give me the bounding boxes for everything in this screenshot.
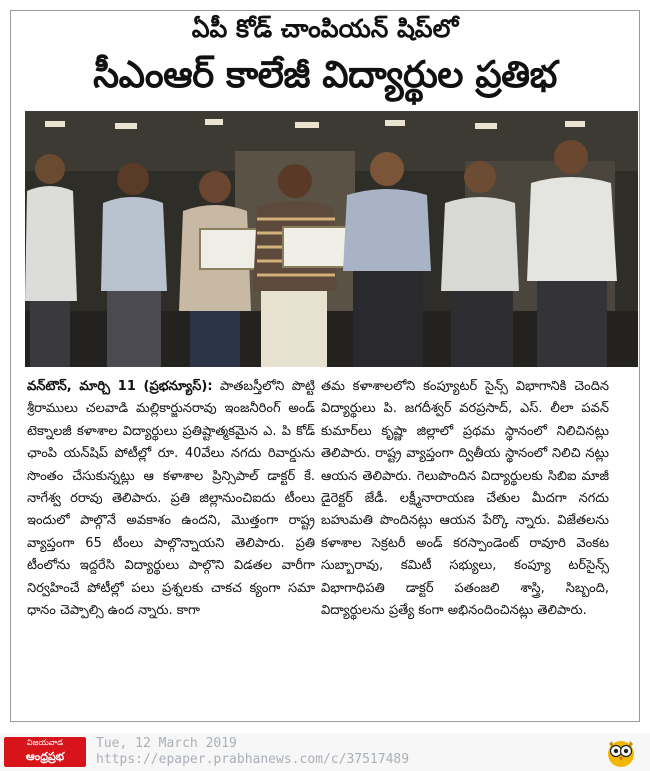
logo-edition: విజయవాడ xyxy=(26,738,64,747)
article-column-left xyxy=(27,376,315,622)
article-kicker: ఏపీ కోడ్ చాంపియన్ షిప్‌లో xyxy=(191,14,459,43)
photo-illustration xyxy=(25,111,638,367)
logo-title: ఆంధ్రప్రభ xyxy=(25,750,65,763)
article-headline: సీఎంఆర్ కాలేజీ విద్యార్థుల ప్రతిభ xyxy=(93,53,557,96)
article-photo xyxy=(25,111,638,367)
edition-date: Tue, 12 March 2019 xyxy=(96,736,237,751)
article-column-right xyxy=(321,376,609,622)
publication-logo[interactable] xyxy=(4,737,86,767)
article-body-right: తమ కళాశాలలోని కంప్యూటర్ సైన్స్ విభాగానికి చెందిన విద్యార్థులు పి. జగదీశ్వర్ వరప్రసాద్, ఎస్. లీలా పవన్ కుమార్‌లు కృష్ణా జిల్లాలో ప్రథమ స్థానంలో నిలిచినట్లు తెలిపారు. రాష్ట్ర వ్యాప్తంగా ద్వితీయ స్థానంలో నిలిచి నట్లు ఆయన తెలిపారు. గెలుపొందిన విద్యార్థులకు సిబిఐ మాజీ డైరెక్టర్ జేడీ. లక్ష్మీనారాయణ చేతుల మీదగా నగదు బహుమతి పొందినట్లు ఆయన పేర్కొ న్నారు. విజేతలను కళాశాల సెక్రటరీ అండ్ కరస్పాండెంట్ రావూరి వెంకట సుబ్బారావు, కమిటీ సభ్యులు, కంప్యూ టర్‌సైన్స్ విభాగాధిపతి డాక్టర్ పతంజలి శాస్త్రి, సిబ్బంది, విద్యార్థులను ప్రత్యే కంగా అభినందించినట్లు తెలిపారు. xyxy=(321,379,609,619)
owl-mascot-icon xyxy=(605,736,637,768)
epaper-footer xyxy=(0,733,650,771)
clip-url-link[interactable]: https://epaper.prabhanews.com/c/37517489 xyxy=(96,752,410,767)
article-dateline: వన్‌టౌన్, మార్చి 11 (ప్రభన్యూస్): xyxy=(27,379,213,394)
article-body-left: పాతబస్తీలోని పొట్టి శ్రీరాములు చలవాడి మల్లికార్జునరావు ఇంజనీరింగ్ అండ్ టెక్నాలజీ కళాశాల విద్యార్థులు ప్రతిష్టాత్మకమైన ఎ. పి కోడ్ ఛాంపి యన్‌షిప్ పోటీల్లో రూ. 40వేలు నగదు రివార్డును సొంతం చేసుకున్నట్లు ఆ కళాశాల ప్రిన్సిపాల్ డాక్టర్ కే. నాగేశ్వ రరావు తెలిపారు. ప్రతి జిల్లానుంచిఐదు టీంలు ఇందులో పాల్గొనే అవకాశం ఉందని, మొత్తంగా రాష్ట్ర వ్యాప్తంగా 65 టీంలు పాల్గొన్నాయని తెలిపారు. ప్రతి టీంలోను ఇద్దరేసి విద్యార్థులు పాల్గొని విడతల వారీగా నిర్వహించే పోటీల్లో పలు ప్రశ్నలకు చాకచ క్యంగా సమా ధానం చెప్పాల్సి ఉంద న్నారు. కాగా xyxy=(27,379,315,619)
